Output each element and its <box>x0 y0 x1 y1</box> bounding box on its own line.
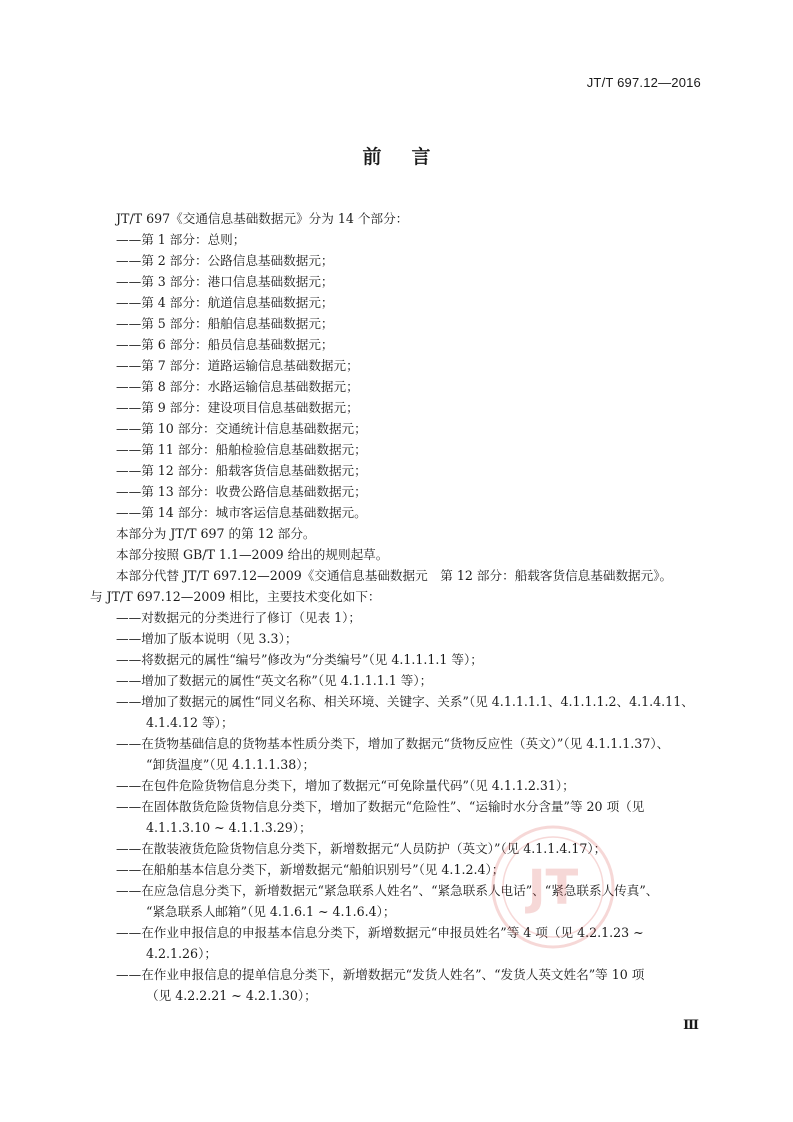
change-list-continuation: 4.1.1.3.10 ~ 4.1.1.3.29）； <box>146 820 312 835</box>
part-list-item: ——第 12 部分：船载客货信息基础数据元； <box>116 463 367 478</box>
part-list-item: ——第 9 部分：建设项目信息基础数据元； <box>116 400 359 415</box>
change-list-item: ——增加了版本说明（见 3.3）； <box>116 631 298 646</box>
part-list-item: ——第 13 部分：收费公路信息基础数据元； <box>116 484 367 499</box>
part-list-item: ——第 14 部分：城市客运信息基础数据元。 <box>116 505 367 520</box>
change-list-item: ——在作业申报信息的提单信息分类下，新增数据元“发货人姓名”、“发货人英文姓名”等 10 项 <box>116 967 645 982</box>
intro-line: JT/T 697《交通信息基础数据元》分为 14 个部分： <box>116 211 409 226</box>
part-list-item: ——第 11 部分：船舶检验信息基础数据元； <box>116 442 367 457</box>
part-list-item: ——第 8 部分：水路运输信息基础数据元； <box>116 379 359 394</box>
change-list-continuation: 4.2.1.26）； <box>146 946 217 961</box>
change-list-item: ——增加了数据元的属性“同义名称、相关环境、关键字、关系”（见 4.1.1.1.1、4.1.1.1.2、4.1.4.11、 <box>116 694 694 709</box>
part-list-item: ——第 2 部分：公路信息基础数据元； <box>116 253 334 268</box>
part-list-item: ——第 3 部分：港口信息基础数据元； <box>116 274 334 289</box>
statement-line: 与 JT/T 697.12—2009 相比，主要技术变化如下： <box>90 589 381 604</box>
change-list-item: ——在包件危险货物信息分类下，增加了数据元“可免除量代码”（见 4.1.1.2.31）； <box>116 778 575 793</box>
change-list-continuation: 4.1.4.12 等）； <box>146 715 234 730</box>
part-list-item: ——第 5 部分：船舶信息基础数据元； <box>116 316 334 331</box>
statement-line: 本部分代替 JT/T 697.12—2009《交通信息基础数据元 第 12 部分：船载客货信息基础数据元》。 <box>116 568 673 583</box>
statement-line: 本部分按照 GB/T 1.1—2009 给出的规则起草。 <box>116 547 389 562</box>
part-list-item: ——第 10 部分：交通统计信息基础数据元； <box>116 421 367 436</box>
change-list-item: ——在作业申报信息的申报基本信息分类下，新增数据元“申报员姓名”等 4 项（见 4.2.1.23 ~ <box>116 925 644 940</box>
foreword-body <box>90 208 702 1006</box>
page-number: Ⅲ <box>683 1018 699 1033</box>
change-list-item: ——将数据元的属性“编号”修改为“分类编号”（见 4.1.1.1.1 等）； <box>116 652 483 667</box>
part-list-item: ——第 6 部分：船员信息基础数据元； <box>116 337 334 352</box>
statement-line: 本部分为 JT/T 697 的第 12 部分。 <box>116 526 316 541</box>
change-list-item: ——对数据元的分类进行了修订（见表 1）； <box>116 610 361 625</box>
part-list-item: ——第 4 部分：航道信息基础数据元； <box>116 295 334 310</box>
change-list-item: ——在货物基础信息的货物基本性质分类下，增加了数据元“货物反应性（英文）”（见 4.1.1.1.37）、 <box>116 736 670 751</box>
part-list-item: ——第 1 部分：总则； <box>116 232 246 247</box>
part-list-item: ——第 7 部分：道路运输信息基础数据元； <box>116 358 359 373</box>
change-list-item: ——在散装液货危险货物信息分类下，新增数据元“人员防护（英文）”（见 4.1.1.4.17）； <box>116 841 607 856</box>
change-list-item: ——增加了数据元的属性“英文名称”（见 4.1.1.1.1 等）； <box>116 673 433 688</box>
change-list-continuation: （见 4.2.2.21 ~ 4.2.1.30）； <box>146 988 317 1003</box>
change-list-continuation: “卸货温度”（见 4.1.1.1.38）； <box>146 757 316 772</box>
change-list-continuation: “紧急联系人邮箱”（见 4.1.6.1 ~ 4.1.6.4）； <box>146 904 396 919</box>
change-list-item: ——在船舶基本信息分类下，新增数据元“船舶识别号”（见 4.1.2.4）； <box>116 862 505 877</box>
change-list-item: ——在固体散货危险货物信息分类下，增加了数据元“危险性”、“运输时水分含量”等 20 项（见 <box>116 799 645 814</box>
header-standard-code: JT/T 697.12—2016 <box>586 75 701 90</box>
svg-text:JT: JT <box>527 860 579 916</box>
page-title: 前言 <box>362 146 461 168</box>
change-list-item: ——在应急信息分类下，新增数据元“紧急联系人姓名”、“紧急联系人电话”、“紧急联系人传真”、 <box>116 883 659 898</box>
